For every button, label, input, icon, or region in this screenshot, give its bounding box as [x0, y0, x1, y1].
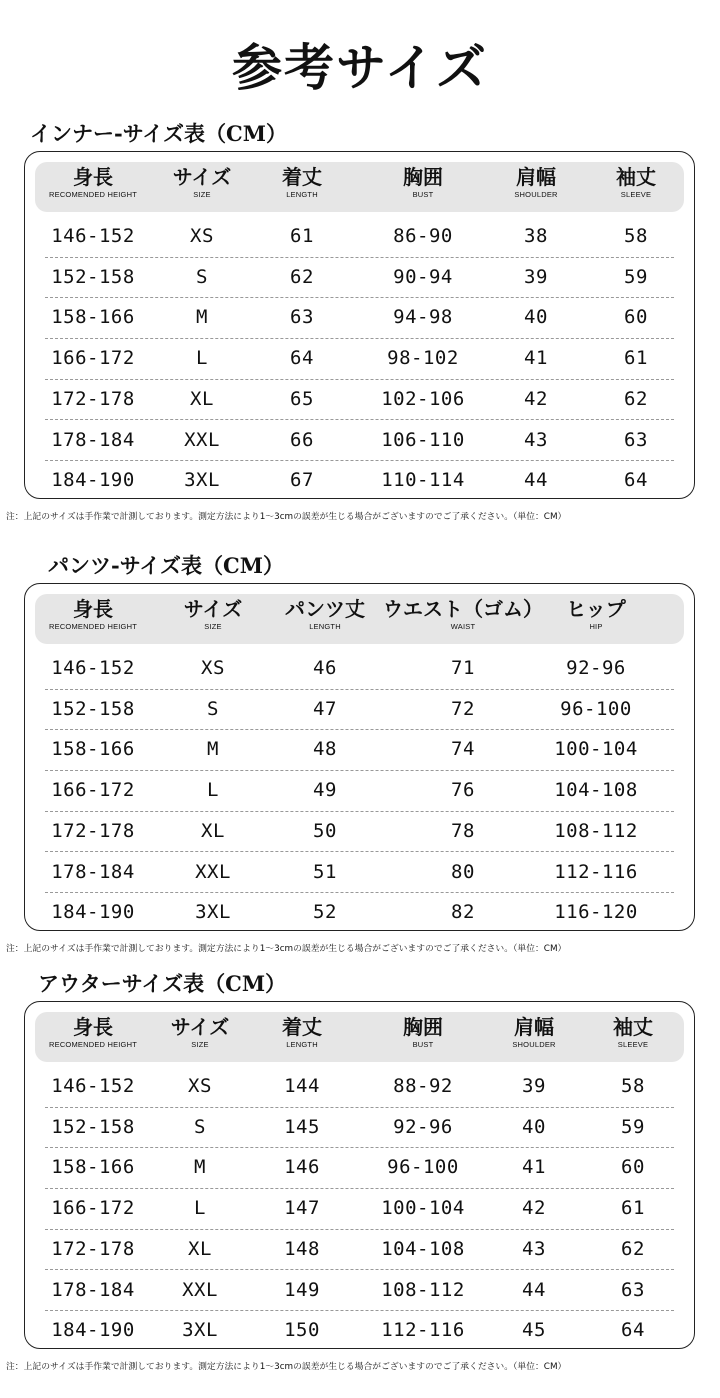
table-row	[45, 379, 674, 421]
header-sublabel: SLEEVE	[617, 1040, 649, 1049]
table-cell: 58	[624, 225, 648, 247]
header-cell	[616, 162, 656, 212]
header-sublabel: BUST	[412, 1040, 434, 1049]
table-cell: XXL	[195, 860, 231, 883]
table-cell: 96-100	[560, 697, 632, 720]
table-cell: 52	[313, 901, 337, 924]
header-label: パンツ丈	[285, 597, 365, 621]
table-cell: 158-166	[51, 738, 135, 761]
table-cell: 63	[621, 1278, 645, 1301]
header-sublabel: BUST	[412, 190, 434, 199]
table-cell: 58	[621, 1075, 645, 1097]
table-cell: 106-110	[381, 428, 465, 451]
header-cell	[514, 162, 557, 212]
table-cell: 64	[621, 1319, 645, 1342]
header-label: 着丈	[282, 1015, 322, 1039]
table-cell: 46	[313, 657, 337, 679]
table-cell: L	[194, 1197, 206, 1220]
table-cell: 102-106	[381, 387, 465, 410]
table-cell: 67	[290, 469, 314, 492]
table-row	[45, 257, 674, 299]
header-sublabel: LENGTH	[286, 190, 318, 199]
size-table	[24, 1001, 695, 1349]
table-cell: XS	[201, 657, 225, 679]
header-label: サイズ	[170, 1015, 230, 1039]
header-cell	[383, 594, 543, 644]
table-cell: XL	[190, 387, 214, 410]
table-row	[45, 1107, 674, 1149]
table-cell: 108-112	[554, 819, 638, 842]
header-cell	[184, 594, 242, 644]
table-cell: 44	[524, 469, 548, 492]
table-cell: 45	[522, 1319, 546, 1342]
table-cell: 116-120	[554, 901, 638, 924]
table-cell: 59	[621, 1115, 645, 1138]
table-row	[45, 689, 674, 731]
table-cell: 60	[621, 1156, 645, 1179]
table-cell: 42	[522, 1197, 546, 1220]
table-cell: 178-184	[51, 428, 135, 451]
table-cell: 41	[524, 347, 548, 370]
table-row	[45, 729, 674, 771]
table-cell: S	[194, 1115, 206, 1138]
table-cell: 149	[284, 1278, 320, 1301]
header-cell	[282, 1012, 322, 1062]
header-sublabel: LENGTH	[286, 1040, 318, 1049]
header-cell	[173, 162, 231, 212]
table-cell: 96-100	[387, 1156, 459, 1179]
table-cell: 146-152	[51, 225, 135, 247]
table-cell: 50	[313, 819, 337, 842]
table-cell: 49	[313, 779, 337, 802]
table-cell: 64	[290, 347, 314, 370]
table-cell: XXL	[184, 428, 220, 451]
table-cell: 63	[290, 306, 314, 329]
table-cell: 166-172	[51, 1197, 135, 1220]
header-label: 着丈	[282, 165, 322, 189]
header-label: ヒップ	[566, 597, 626, 621]
table-cell: 76	[451, 779, 475, 802]
table-cell: 184-190	[51, 1319, 135, 1342]
table-row	[45, 1188, 674, 1230]
header-cell	[613, 1012, 653, 1062]
measurement-note: 注：上記のサイズは手作業で計測しております。測定方法により1〜3cmの誤差が生じる場合がございますのでご了承ください。（単位：CM）	[6, 1362, 567, 1372]
table-row	[45, 216, 674, 258]
table-cell: 178-184	[51, 860, 135, 883]
header-label: 肩幅	[514, 1015, 554, 1039]
header-sublabel: SLEEVE	[620, 190, 652, 199]
header-sublabel: RECOMENDED HEIGHT	[49, 622, 137, 631]
table-cell: 62	[621, 1237, 645, 1260]
table-cell: 152-158	[51, 265, 135, 288]
table-cell: 146-152	[51, 1075, 135, 1097]
table-cell: M	[207, 738, 219, 761]
table-cell: 42	[524, 387, 548, 410]
table-cell: 146	[284, 1156, 320, 1179]
table-cell: 172-178	[51, 387, 135, 410]
table-cell: 63	[624, 428, 648, 451]
table-row	[45, 1147, 674, 1189]
table-cell: 172-178	[51, 819, 135, 842]
page-title: 参考サイズ	[232, 39, 488, 97]
header-label: 胸囲	[403, 165, 443, 189]
table-cell: 147	[284, 1197, 320, 1220]
table-cell: 90-94	[393, 265, 453, 288]
table-cell: 40	[522, 1115, 546, 1138]
header-label: 袖丈	[613, 1015, 653, 1039]
table-cell: 145	[284, 1115, 320, 1138]
header-sublabel: SIZE	[191, 1040, 209, 1049]
table-cell: 166-172	[51, 347, 135, 370]
table-cell: M	[194, 1156, 206, 1179]
table-cell: 184-190	[51, 469, 135, 492]
table-cell: 112-116	[381, 1319, 465, 1342]
table-row	[45, 1310, 674, 1351]
table-cell: 38	[524, 225, 548, 247]
measurement-note: 注：上記のサイズは手作業で計測しております。測定方法により1〜3cmの誤差が生じる場合がございますのでご了承ください。（単位：CM）	[6, 512, 567, 522]
header-cell	[512, 1012, 555, 1062]
header-cell	[49, 162, 137, 212]
table-cell: XS	[188, 1075, 212, 1097]
table-row	[45, 770, 674, 812]
table-cell: 40	[524, 306, 548, 329]
header-label: ウエスト（ゴム）	[383, 597, 543, 621]
table-cell: 88-92	[393, 1075, 453, 1097]
table-cell: 92-96	[393, 1115, 453, 1138]
table-cell: 110-114	[381, 469, 465, 492]
header-sublabel: HIP	[589, 622, 603, 631]
table-cell: 65	[290, 387, 314, 410]
header-label: サイズ	[172, 165, 232, 189]
header-cell	[285, 594, 365, 644]
section-title: アウターサイズ表（CM）	[38, 971, 287, 996]
table-cell: 104-108	[381, 1237, 465, 1260]
table-cell: 64	[624, 469, 648, 492]
table-cell: 39	[524, 265, 548, 288]
table-cell: 172-178	[51, 1237, 135, 1260]
table-row	[45, 811, 674, 853]
table-cell: 152-158	[51, 1115, 135, 1138]
table-cell: 166-172	[51, 779, 135, 802]
table-cell: 108-112	[381, 1278, 465, 1301]
size-table	[24, 583, 695, 931]
table-cell: 39	[522, 1075, 546, 1097]
table-cell: 152-158	[51, 697, 135, 720]
section-title: パンツ-サイズ表（CM）	[48, 553, 284, 578]
table-cell: 98-102	[387, 347, 459, 370]
table-cell: 47	[313, 697, 337, 720]
header-label: 胸囲	[403, 1015, 443, 1039]
table-cell: 48	[313, 738, 337, 761]
table-row	[45, 1270, 674, 1312]
size-table	[24, 151, 695, 499]
table-cell: 62	[290, 265, 314, 288]
table-cell: 59	[624, 265, 648, 288]
table-cell: M	[196, 306, 208, 329]
header-sublabel: SHOULDER	[512, 1040, 556, 1049]
table-cell: 78	[451, 819, 475, 842]
table-cell: 41	[522, 1156, 546, 1179]
table-cell: 150	[284, 1319, 320, 1342]
table-cell: XS	[190, 225, 214, 247]
table-cell: 66	[290, 428, 314, 451]
table-cell: 148	[284, 1237, 320, 1260]
table-cell: 146-152	[51, 657, 135, 679]
table-cell: 3XL	[182, 1319, 218, 1342]
table-cell: 92-96	[566, 657, 626, 679]
header-cell	[282, 162, 322, 212]
table-cell: 112-116	[554, 860, 638, 883]
table-cell: 82	[451, 901, 475, 924]
table-cell: 158-166	[51, 1156, 135, 1179]
table-cell: 51	[313, 860, 337, 883]
table-cell: 43	[522, 1237, 546, 1260]
header-label: 身長	[73, 1015, 113, 1039]
table-row	[45, 420, 674, 462]
header-sublabel: RECOMENDED HEIGHT	[49, 190, 137, 199]
table-cell: 144	[284, 1075, 320, 1097]
table-cell: S	[207, 697, 219, 720]
measurement-note: 注：上記のサイズは手作業で計測しております。測定方法により1〜3cmの誤差が生じる場合がございますのでご了承ください。（単位：CM）	[6, 944, 567, 954]
header-label: サイズ	[183, 597, 243, 621]
table-cell: XL	[188, 1237, 212, 1260]
table-cell: 100-104	[554, 738, 638, 761]
header-cell	[49, 1012, 137, 1062]
header-label: 肩幅	[516, 165, 556, 189]
table-cell: 62	[624, 387, 648, 410]
table-cell: 61	[621, 1197, 645, 1220]
header-sublabel: SIZE	[204, 622, 222, 631]
table-cell: 94-98	[393, 306, 453, 329]
table-cell: 72	[451, 697, 475, 720]
table-row	[45, 338, 674, 380]
table-cell: 61	[624, 347, 648, 370]
table-cell: 86-90	[393, 225, 453, 247]
header-sublabel: LENGTH	[309, 622, 341, 631]
table-cell: 178-184	[51, 1278, 135, 1301]
header-label: 身長	[73, 165, 113, 189]
header-cell	[171, 1012, 229, 1062]
table-row	[45, 1229, 674, 1271]
header-cell	[566, 594, 625, 644]
header-cell	[403, 162, 443, 212]
table-header	[35, 594, 684, 644]
table-cell: 61	[290, 225, 314, 247]
header-label: 身長	[73, 597, 113, 621]
table-cell: XXL	[182, 1278, 218, 1301]
header-sublabel: RECOMENDED HEIGHT	[49, 1040, 137, 1049]
header-cell	[49, 594, 137, 644]
table-cell: 80	[451, 860, 475, 883]
header-cell	[403, 1012, 443, 1062]
table-cell: 60	[624, 306, 648, 329]
table-row	[45, 648, 674, 690]
table-cell: 71	[451, 657, 475, 679]
table-row	[45, 852, 674, 894]
table-cell: L	[207, 779, 219, 802]
table-cell: 74	[451, 738, 475, 761]
header-sublabel: SHOULDER	[514, 190, 558, 199]
section-title: インナー-サイズ表（CM）	[30, 121, 287, 146]
header-sublabel: WAIST	[450, 622, 476, 631]
table-row	[45, 1066, 674, 1108]
table-header	[35, 1012, 684, 1062]
table-cell: S	[196, 265, 208, 288]
table-cell: XL	[201, 819, 225, 842]
header-sublabel: SIZE	[193, 190, 211, 199]
table-cell: 3XL	[184, 469, 220, 492]
table-row	[45, 892, 674, 933]
table-cell: 44	[522, 1278, 546, 1301]
table-cell: L	[196, 347, 208, 370]
table-cell: 100-104	[381, 1197, 465, 1220]
table-header	[35, 162, 684, 212]
table-cell: 184-190	[51, 901, 135, 924]
header-label: 袖丈	[616, 165, 656, 189]
table-cell: 104-108	[554, 779, 638, 802]
table-row	[45, 460, 674, 501]
table-row	[45, 297, 674, 339]
table-cell: 3XL	[195, 901, 231, 924]
table-cell: 158-166	[51, 306, 135, 329]
table-cell: 43	[524, 428, 548, 451]
